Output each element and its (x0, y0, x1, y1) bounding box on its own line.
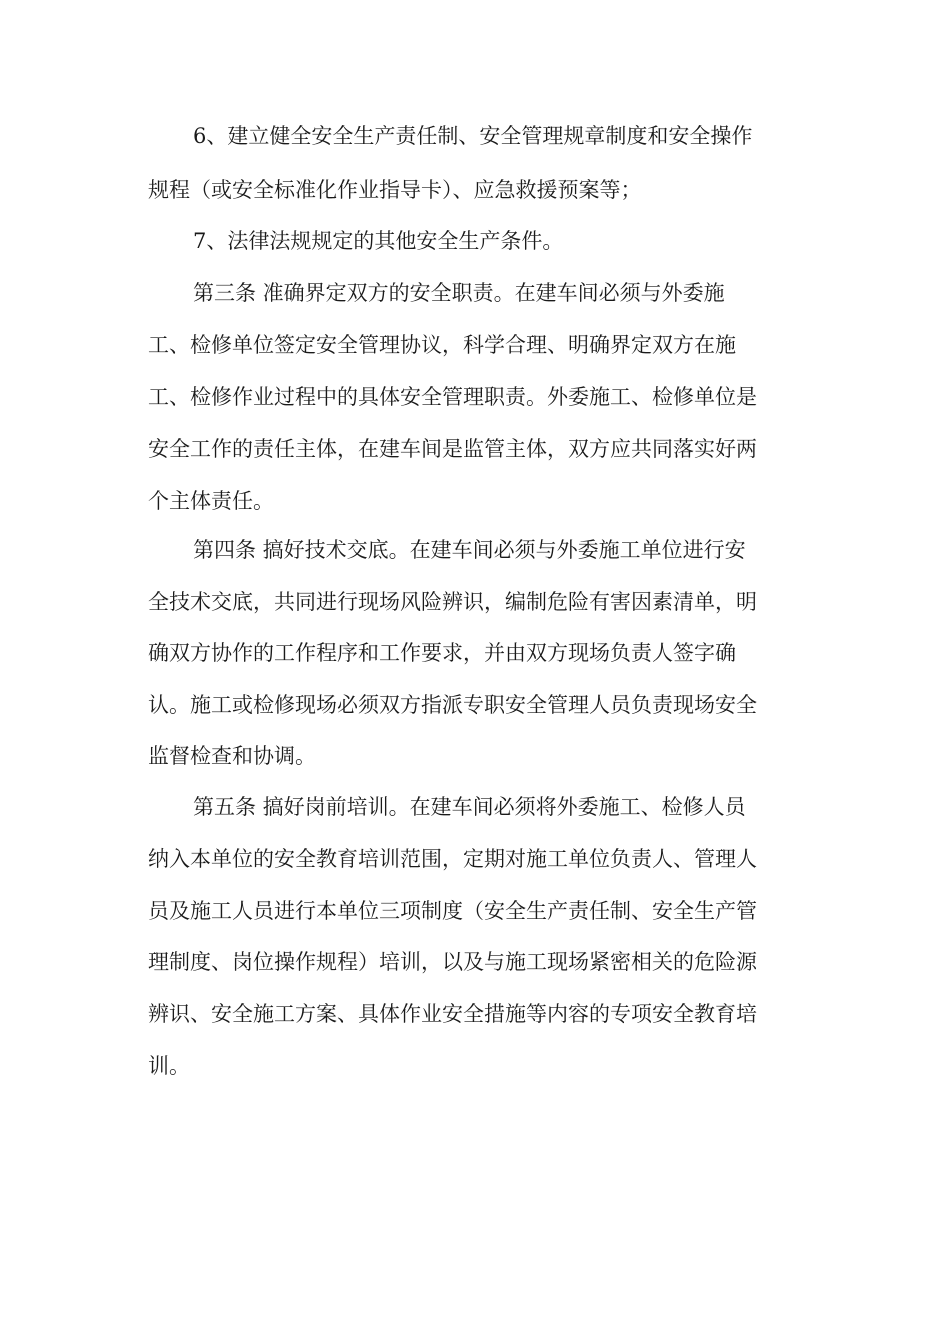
text-line: 个主体责任。 (148, 489, 274, 513)
text-line: 全技术交底，共同进行现场风险辨识，编制危险有害因素清单，明 (148, 590, 757, 614)
text-line: 第三条 准确界定双方的安全职责。在建车间必须与外委施 (193, 281, 725, 305)
text-line: 纳入本单位的安全教育培训范围，定期对施工单位负责人、管理人 (148, 847, 757, 871)
text-line: 训。 (148, 1054, 190, 1078)
text-line: 第五条 搞好岗前培训。在建车间必须将外委施工、检修人员 (193, 795, 746, 819)
text-line: 辨识、安全施工方案、具体作业安全措施等内容的专项安全教育培 (148, 1002, 757, 1026)
text-line: 工、检修单位签定安全管理协议，科学合理、明确界定双方在施 (148, 333, 736, 357)
text-line: 认。施工或检修现场必须双方指派专职安全管理人员负责现场安全 (148, 693, 757, 717)
text-line: 监督检查和协调。 (148, 744, 316, 768)
text-line: 6、建立健全安全生产责任制、安全管理规章制度和安全操作 (193, 124, 753, 148)
text-line: 员及施工人员进行本单位三项制度（安全生产责任制、安全生产管 (148, 899, 757, 923)
text-line: 确双方协作的工作程序和工作要求，并由双方现场负责人签字确 (148, 641, 736, 665)
text-line: 理制度、岗位操作规程）培训，以及与施工现场紧密相关的危险源 (148, 950, 757, 974)
text-line: 规程（或安全标准化作业指导卡）、应急救援预案等； (148, 178, 642, 202)
text-line: 7、法律法规规定的其他安全生产条件。 (193, 229, 564, 253)
text-line: 安全工作的责任主体，在建车间是监管主体，双方应共同落实好两 (148, 437, 757, 461)
text-line: 第四条 搞好技术交底。在建车间必须与外委施工单位进行安 (193, 538, 746, 562)
text-line: 工、检修作业过程中的具体安全管理职责。外委施工、检修单位是 (148, 385, 757, 409)
